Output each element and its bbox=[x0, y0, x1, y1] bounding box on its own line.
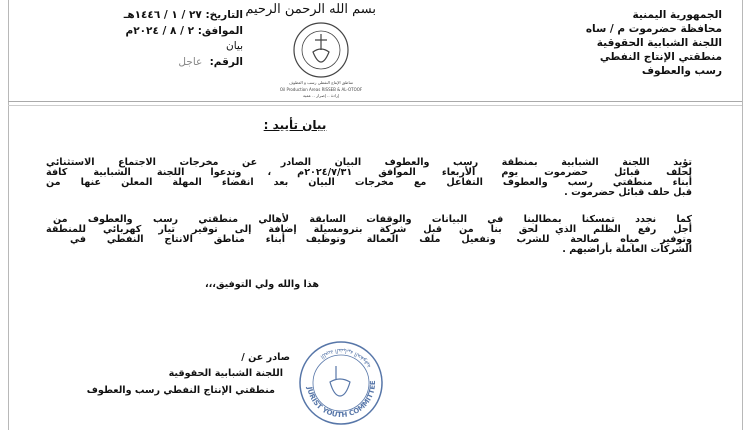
date-hijri: التاريخ: ٢٧ / ١ / ١٤٤٦هـ bbox=[123, 9, 243, 21]
paragraph2-line: الشركات العاملة بأراضيهم . bbox=[562, 244, 692, 255]
header-governorate: محافظة حضرموت م / ساه bbox=[585, 23, 722, 35]
logo-caption-en: Oil Production Areas RISSEB & AL-OTOOF bbox=[279, 86, 363, 92]
signature-area: منطقتي الإنتاج النفطي رسب والعطوف bbox=[86, 385, 275, 396]
paragraph1-line: أبناء منطقتي رسب والعطوف التفاعل مع مخرجات البيان بعد انقضاء المهلة المعلن عنها من bbox=[46, 177, 692, 188]
issued-by: صادر عن / bbox=[241, 352, 290, 363]
basmala: بسم الله الرحمن الرحيم bbox=[245, 2, 376, 17]
logo-motto: إرادة .. إصرار .. عمية bbox=[302, 93, 339, 98]
header-country: الجمهورية اليمنية bbox=[632, 9, 722, 21]
header-area: منطقتي الإنتاج النفطي bbox=[599, 51, 722, 63]
header-locations: رسب والعطوف bbox=[641, 65, 722, 77]
document-number: الرقم: عاجل bbox=[178, 56, 243, 68]
paragraph1-line: قبل حلف قبائل حضرموت . bbox=[564, 187, 692, 198]
closing-line: هذا والله ولي التوفيق،،، bbox=[205, 279, 319, 290]
signature-org: اللجنة الشبابية الحقوقية bbox=[168, 368, 283, 379]
document-title: بيان تأييد : bbox=[263, 118, 327, 132]
paragraph2-line: وتوفير مياه صالحة للشرب وتفعيل ملف العمالة وتوظيف أبناء مناطق الانتاج النفطي في bbox=[70, 234, 692, 245]
official-stamp-icon bbox=[296, 338, 386, 428]
date-gregorian: الموافق: ٢ / ٨ / ٢٠٢٤م bbox=[125, 25, 243, 37]
paragraph1-line: تؤيد اللجنة الشبابية بمنطقة رسب والعطوف البيان الصادر عن مخرجات الاجتماع الاستثنائي bbox=[46, 157, 692, 168]
paragraph1-line: لحلف قبائل حضرموت يوم الأربعاء الموافق ٢٠٢٤/٧/٣١م ، وتدعوا اللجنة الشبابية كافة bbox=[46, 167, 692, 178]
svg-text:JURIST YOUTH COMMITTEE: JURIST YOUTH COMMITTEE bbox=[305, 380, 378, 420]
header-divider bbox=[8, 101, 742, 102]
header-committee: اللجنة الشبابية الحقوقية bbox=[596, 37, 722, 49]
document-type: بيان bbox=[225, 40, 243, 52]
svg-text:اللجنة الشبابية الحقوقية: اللجنة الشبابية الحقوقية bbox=[318, 346, 373, 370]
logo-caption-ar: مناطق الإنتاج النفطي رسب و العطوف bbox=[288, 80, 354, 85]
paragraph2-line: أجل رفع الظلم الذي لحق بنا من قبل شركة بترومسيلة إضافة إلى توفير تيار كهربائي للمنطقة bbox=[46, 224, 692, 235]
logo-seal-icon bbox=[266, 21, 376, 79]
paragraph2-line: كما نجدد تمسكنا بمطالبنا في البيانات والوقفات السابقة لأهالي منطقتي رسب والعطوف من bbox=[53, 214, 692, 225]
committee-logo bbox=[245, 0, 376, 100]
